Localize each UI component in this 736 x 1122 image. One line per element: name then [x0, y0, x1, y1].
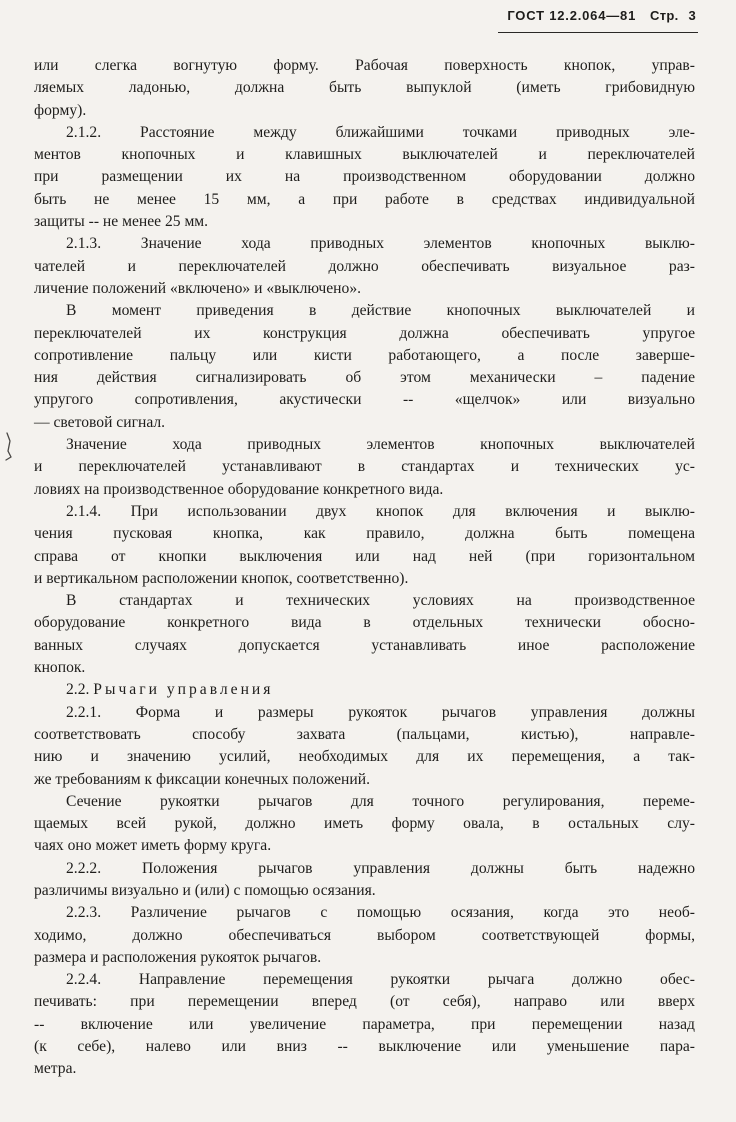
paragraph-other-placement: [34, 590, 695, 679]
margin-check-mark: [4, 427, 24, 461]
paragraph-2-1-3: [34, 233, 695, 300]
text-line: печивать: при перемещении вперед (от себя), направо или вверх: [34, 993, 695, 1011]
text-line: быть не менее 15 мм, а при работе в средствах индивидуальной: [34, 190, 695, 208]
paragraph-2-2-2: [34, 858, 695, 903]
page-header: [507, 8, 696, 23]
text-line: ловиях на производственное оборудование конкретного вида.: [34, 480, 444, 498]
text-line: 2.1.3. Значение хода приводных элементов кнопочных выклю-: [66, 235, 695, 253]
document-body: [34, 55, 695, 1081]
text-line: кнопок.: [34, 659, 86, 677]
text-line: или слегка вогнутую форму. Рабочая поверхность кнопок, управ-: [34, 57, 695, 74]
text-line: ходимо, должно обеспечиваться выбором соответствующей формы,: [34, 926, 695, 944]
text-line: чения пусковая кнопка, как правило, должна быть помещена: [34, 525, 695, 543]
text-line: -- включение или увеличение параметра, при перемещении назад: [34, 1015, 695, 1033]
paragraph-2-2-3: [34, 902, 695, 969]
text-line: же требованиям к фиксации конечных положений.: [34, 770, 370, 788]
paragraph-2-2-4: [34, 969, 695, 1080]
text-line: ментов кнопочных и клавишных выключателей и переключателей: [34, 146, 695, 164]
text-line: Значение хода приводных элементов кнопочных выключателей: [66, 436, 695, 454]
paragraph-2-1-2: [34, 122, 695, 233]
text-line: защиты -- не менее 25 мм.: [34, 213, 209, 231]
text-line: 2.2.4. Направление перемещения рукоятки рычага должно обес-: [66, 971, 695, 989]
text-line: при размещении их на производственном оборудовании должно: [34, 168, 695, 186]
text-line: 2.2.3. Различение рычагов с помощью осязания, когда это необ-: [66, 904, 695, 922]
text-line: 2.1.2. Расстояние между ближайшими точками приводных эле-: [66, 123, 695, 141]
section-number: 2.2.: [66, 681, 90, 699]
standard-designation: ГОСТ 12.2.064—81: [507, 8, 637, 23]
text-line: личение положений «включено» и «выключено».: [34, 279, 362, 297]
text-line: В момент приведения в действие кнопочных выключателей и: [66, 302, 695, 320]
paragraph-button-actuation: [34, 300, 695, 434]
text-line: сопротивление пальцу или кисти работающего, а после заверше-: [34, 346, 695, 364]
text-line: — световой сигнал.: [34, 413, 166, 431]
text-line: 2.1.4. При использовании двух кнопок для включения и выклю-: [66, 502, 695, 520]
paragraph-2-1-4: [34, 501, 695, 590]
text-line: чателей и переключателей должно обеспечивать визуальное раз-: [34, 257, 695, 275]
text-line: различимы визуально и (или) с помощью осязания.: [34, 881, 376, 899]
text-line: справа от кнопки выключения или над ней (при горизонтальном: [34, 547, 695, 565]
section-heading-line: [34, 679, 695, 701]
section-heading: [34, 679, 695, 701]
text-line: переключателей их конструкция должна обеспечивать упругое: [34, 324, 695, 342]
text-line: ния действия сигнализировать об этом механически – падение: [34, 369, 695, 387]
text-line: и вертикальном расположении кнопок, соответственно).: [34, 569, 409, 587]
text-line: размера и расположения рукояток рычагов.: [34, 948, 322, 966]
text-line: В стандартах и технических условиях на производственное: [66, 592, 695, 610]
text-line: упругого сопротивления, акустически -- «щелчок» или визуально: [34, 391, 695, 409]
text-line: ляемых ладонью, должна быть выпуклой (иметь грибовидную: [34, 79, 695, 97]
paragraph-handle-section: [34, 791, 695, 858]
page-number: 3: [688, 8, 696, 23]
text-line: нию и значению усилий, необходимых для их перемещения, а так-: [34, 748, 695, 766]
paragraph-stroke-value: [34, 434, 695, 501]
text-line: Сечение рукоятки рычагов для точного регулирования, переме-: [66, 792, 695, 810]
text-line: щаемых всей рукой, должно иметь форму овала, в остальных слу-: [34, 815, 695, 833]
header-rule: [498, 32, 698, 33]
text-line: и переключателей устанавливают в стандартах и технических ус-: [34, 458, 695, 476]
page-label: Стр.: [650, 8, 679, 23]
text-line: 2.2.2. Положения рычагов управления должны быть надежно: [66, 859, 695, 877]
text-line: оборудование конкретного вида в отдельных технически обосно-: [34, 614, 695, 632]
section-title: Рычаги управления: [93, 681, 274, 699]
text-line: метра.: [34, 1060, 77, 1078]
text-line: соответствовать способу захвата (пальцами, кистью), направле-: [34, 725, 695, 743]
text-line: ванных случаях допускается устанавливать иное расположение: [34, 636, 695, 654]
text-line: (к себе), налево или вниз -- выключение или уменьшение пара-: [34, 1038, 695, 1056]
paragraph-2-2-1: [34, 702, 695, 791]
text-line: чаях оно может иметь форму круга.: [34, 837, 272, 855]
paragraph-continuation: [34, 55, 695, 122]
text-line: форму).: [34, 101, 87, 119]
text-line: 2.2.1. Форма и размеры рукояток рычагов управления должны: [66, 703, 695, 721]
